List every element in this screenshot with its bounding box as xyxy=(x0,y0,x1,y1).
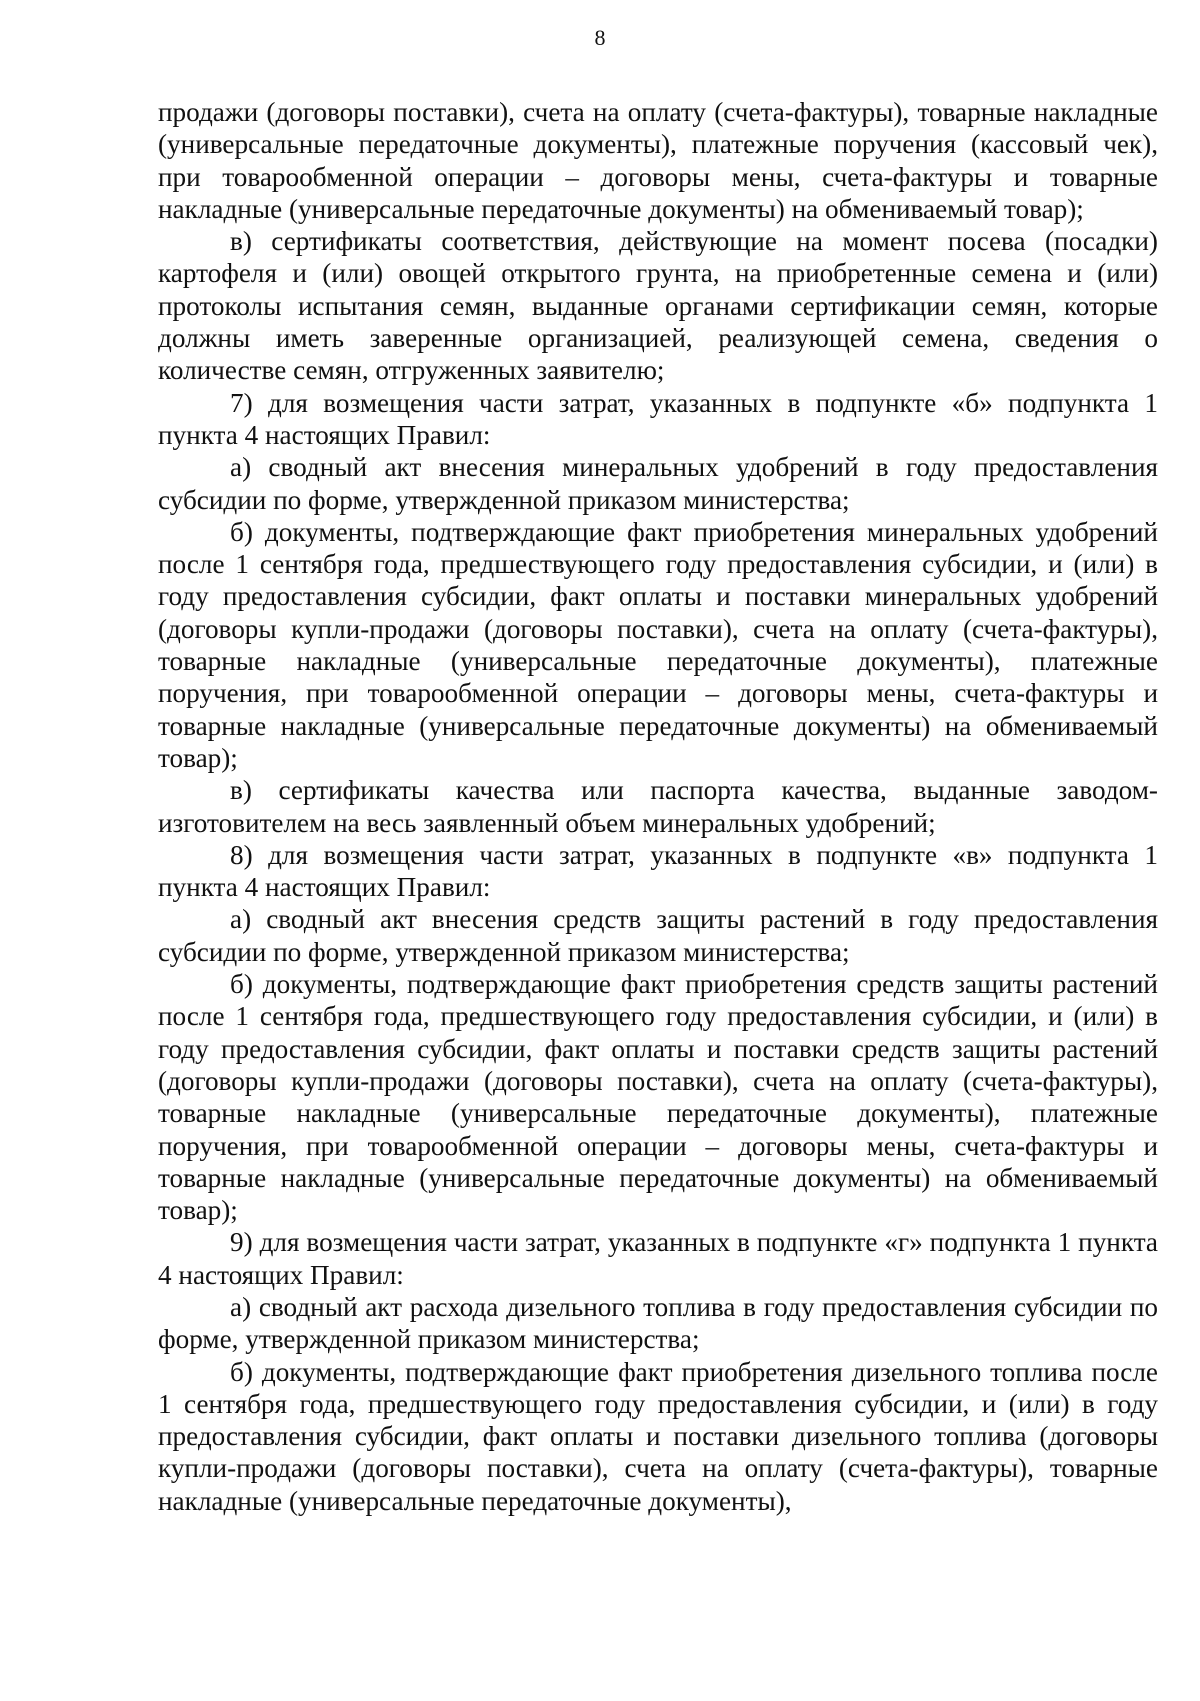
paragraph: а) сводный акт внесения минеральных удобрений в году предоставления субсидии по форме, утвержденной приказом министерства; xyxy=(158,452,1158,515)
paragraph: 8) для возмещения части затрат, указанных в подпункте «в» подпункта 1 пункта 4 настоящих Правил: xyxy=(158,839,1158,903)
paragraph: б) документы, подтверждающие факт приобретения минеральных удобрений после 1 сентября года, предшествующего году предоставления субсидии, и (или) в году предоставления субсидии, факт оплаты и поставки минеральных удобрений (договоры купли-продажи (договоры поставки), счета на оплату (счета-фактуры), товарные накладные (универсальные передаточные документы), платежные поручения, при товарообменной операции – договоры мены, счета-фактуры и товарные накладные (универсальные передаточные документы) на обмениваемый товар); xyxy=(158,516,1158,773)
paragraph: продажи (договоры поставки), счета на оплату (счета-фактуры), товарные накладные (универсальные передаточные документы), платежные поручения (кассовый чек), при товарообменной операции – договоры мены, счета-фактуры и товарные накладные (универсальные передаточные документы) на обмениваемый товар); xyxy=(158,97,1158,224)
paragraph: а) сводный акт расхода дизельного топлива в году предоставления субсидии по форме, утвержденной приказом министерства; xyxy=(158,1291,1158,1355)
paragraph: 7) для возмещения части затрат, указанных в подпункте «б» подпункта 1 пункта 4 настоящих Правил: xyxy=(158,387,1158,450)
page-number: 8 xyxy=(594,25,606,50)
paragraph: в) сертификаты соответствия, действующие на момент посева (посадки) картофеля и (или) овощей открытого грунта, на приобретенные семена и (или) протоколы испытания семян, выданные органами сертификации семян, которые должны иметь заверенные организацией, реализующей семена, сведения о количестве семян, отгруженных заявителю; xyxy=(158,226,1158,386)
document-body xyxy=(158,96,1158,1517)
paragraph: б) документы, подтверждающие факт приобретения дизельного топлива после 1 сентября года, предшествующего году предоставления субсидии, и (или) в году предоставления субсидии, факт оплаты и поставки дизельного топлива (договоры купли-продажи (договоры поставки), счета на оплату (счета-фактуры), товарные накладные (универсальные передаточные документы), xyxy=(158,1356,1158,1516)
paragraph: а) сводный акт внесения средств защиты растений в году предоставления субсидии по форме, утвержденной приказом министерства; xyxy=(158,904,1158,967)
paragraph: б) документы, подтверждающие факт приобретения средств защиты растений после 1 сентября года, предшествующего году предоставления субсидии, и (или) в году предоставления субсидии, факт оплаты и поставки средств защиты растений (договоры купли-продажи (договоры поставки), счета на оплату (счета-фактуры), товарные накладные (универсальные передаточные документы), платежные поручения, при товарообменной операции – договоры мены, счета-фактуры и товарные накладные (универсальные передаточные документы) на обмениваемый товар); xyxy=(158,969,1158,1226)
paragraph: 9) для возмещения части затрат, указанных в подпункте «г» подпункта 1 пункта 4 настоящих Правил: xyxy=(158,1227,1158,1290)
paragraph: в) сертификаты качества или паспорта качества, выданные заводом-изготовителем на весь заявленный объем минеральных удобрений; xyxy=(158,775,1158,838)
